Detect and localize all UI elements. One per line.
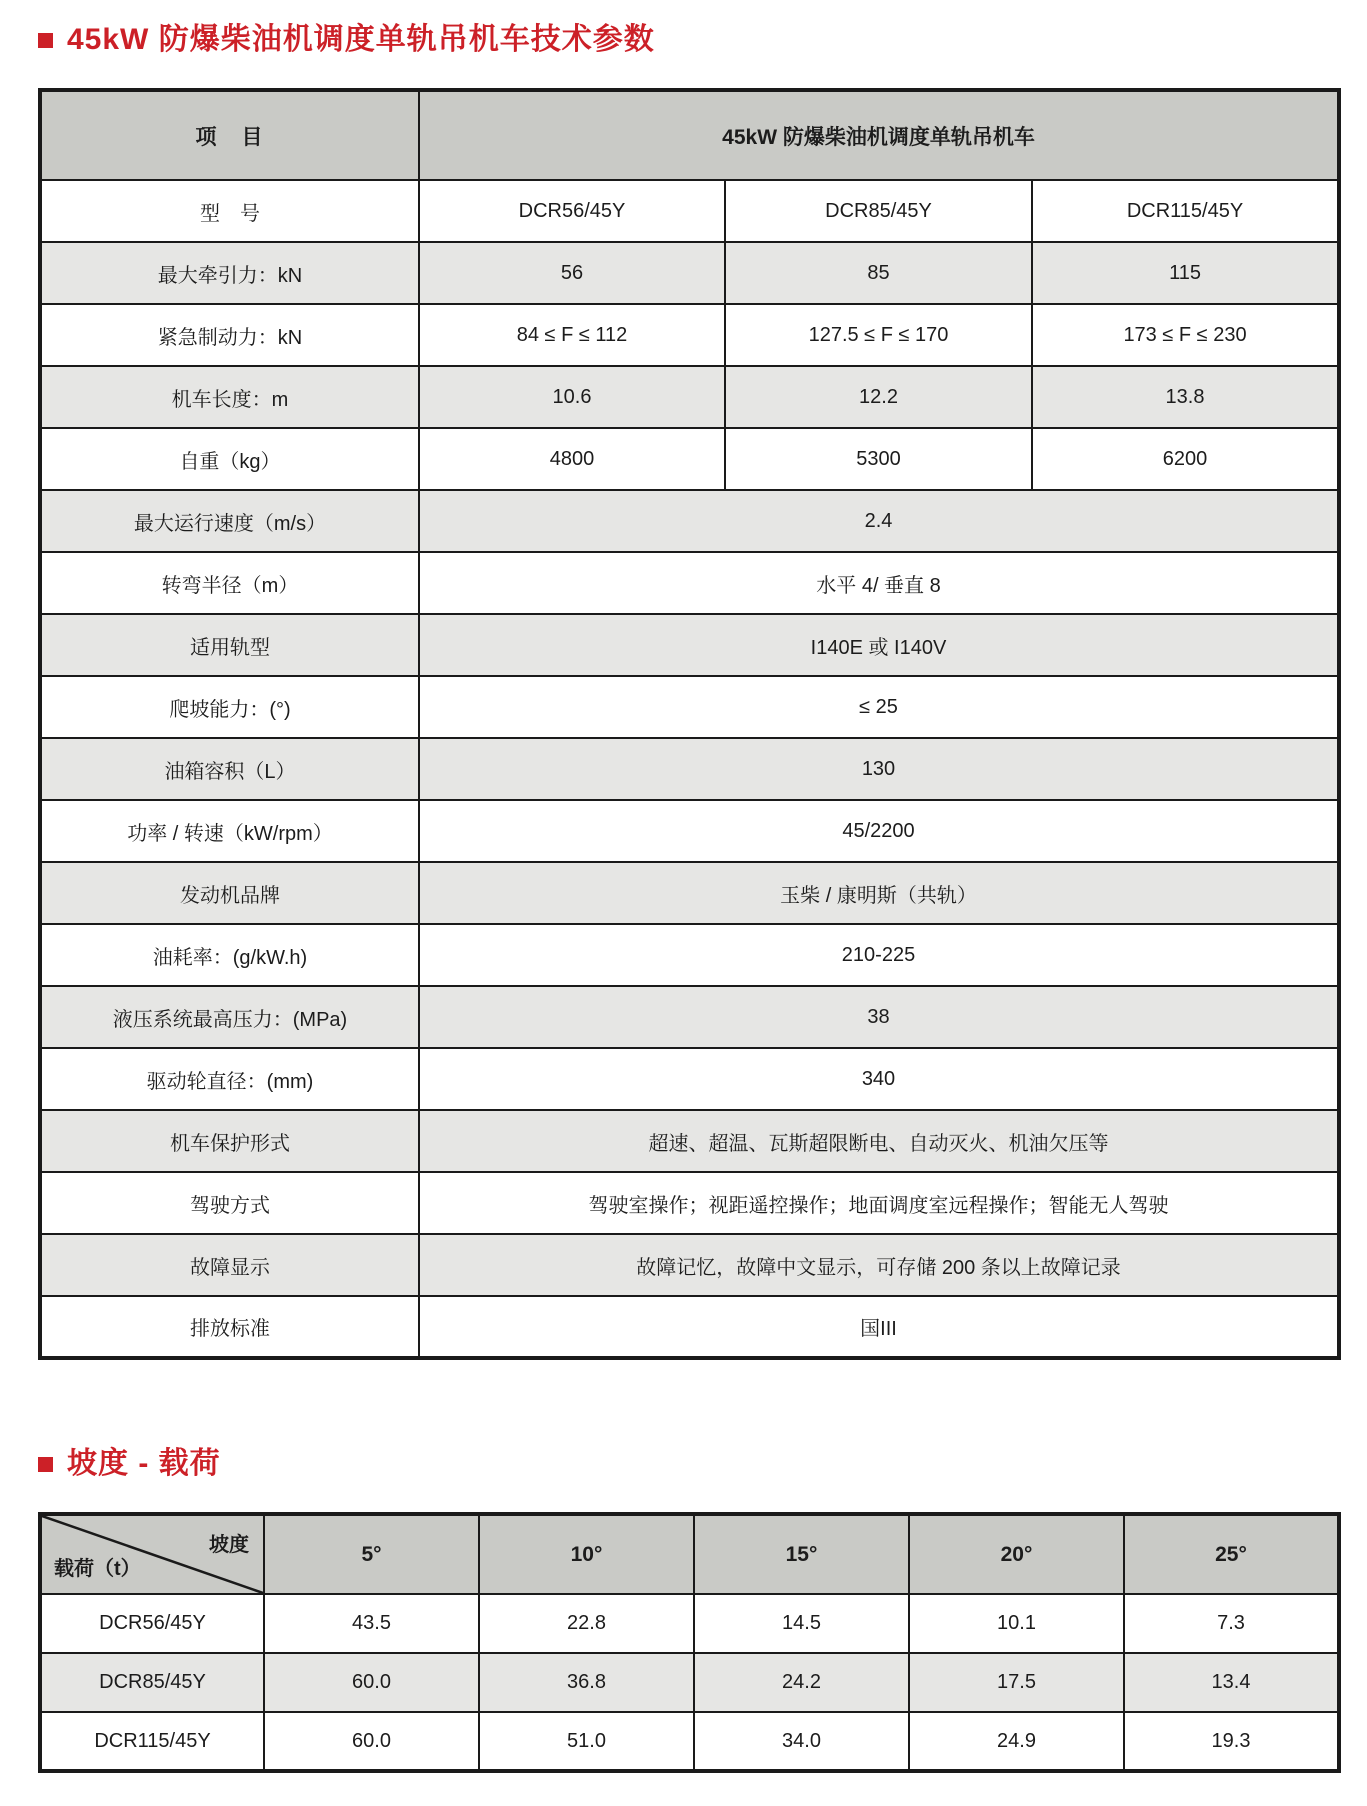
load-value-cell: 60.0 [264, 1653, 479, 1712]
spec-table-row [40, 552, 1339, 614]
spec-table-row [40, 676, 1339, 738]
spec-row-label: 发动机品牌 [40, 862, 419, 924]
load-value-cell: 51.0 [479, 1712, 694, 1771]
load-column-header: 10° [479, 1514, 694, 1594]
load-value-cell: 14.5 [694, 1594, 909, 1653]
slope-load-section-title [38, 1446, 1337, 1482]
spec-row-label: 油箱容积（L） [40, 738, 419, 800]
spec-section-title-text: 45kW 防爆柴油机调度单轨吊机车技术参数 [67, 23, 655, 56]
spec-row-label: 型 号 [40, 180, 419, 242]
spec-value-cell: 10.6 [419, 366, 725, 428]
spec-table-row [40, 180, 1339, 242]
slope-load-table [38, 1512, 1341, 1773]
spec-value-span-cell: 340 [419, 1048, 1339, 1110]
spec-value-cell: 115 [1032, 242, 1339, 304]
load-row-model: DCR85/45Y [40, 1653, 264, 1712]
spec-value-cell: 4800 [419, 428, 725, 490]
spec-table-row [40, 1172, 1339, 1234]
load-value-cell: 24.9 [909, 1712, 1124, 1771]
load-value-cell: 34.0 [694, 1712, 909, 1771]
spec-row-label: 驱动轮直径：(mm) [40, 1048, 419, 1110]
spec-row-label: 液压系统最高压力：(MPa) [40, 986, 419, 1048]
spec-table-row [40, 304, 1339, 366]
spec-value-span-cell: 45/2200 [419, 800, 1339, 862]
spec-value-cell: 127.5 ≤ F ≤ 170 [725, 304, 1032, 366]
spec-value-span-cell: 38 [419, 986, 1339, 1048]
spec-value-span-cell: 130 [419, 738, 1339, 800]
spec-value-cell: 13.8 [1032, 366, 1339, 428]
spec-value-cell: 5300 [725, 428, 1032, 490]
corner-load-label: 载荷（t） [54, 1558, 141, 1580]
spec-value-span-cell: I140E 或 I140V [419, 614, 1339, 676]
load-table-row [40, 1712, 1339, 1771]
load-value-cell: 60.0 [264, 1712, 479, 1771]
spec-header-row [40, 90, 1339, 180]
spec-table-row [40, 428, 1339, 490]
load-value-cell: 22.8 [479, 1594, 694, 1653]
spec-table-row [40, 862, 1339, 924]
spec-header-item: 项 目 [40, 90, 419, 180]
spec-value-cell: DCR115/45Y [1032, 180, 1339, 242]
spec-row-label: 紧急制动力：kN [40, 304, 419, 366]
load-table-row [40, 1594, 1339, 1653]
spec-value-cell: 6200 [1032, 428, 1339, 490]
spec-value-cell: DCR85/45Y [725, 180, 1032, 242]
spec-table-row [40, 986, 1339, 1048]
spec-value-span-cell: ≤ 25 [419, 676, 1339, 738]
spec-table-row [40, 1048, 1339, 1110]
spec-value-span-cell: 超速、超温、瓦斯超限断电、自动灭火、机油欠压等 [419, 1110, 1339, 1172]
spec-row-label: 机车长度：m [40, 366, 419, 428]
spec-table-row [40, 1234, 1339, 1296]
spec-table-row [40, 1296, 1339, 1358]
load-value-cell: 17.5 [909, 1653, 1124, 1712]
load-column-header: 15° [694, 1514, 909, 1594]
load-value-cell: 13.4 [1124, 1653, 1339, 1712]
load-column-header: 20° [909, 1514, 1124, 1594]
spec-value-span-cell: 2.4 [419, 490, 1339, 552]
spec-value-cell: DCR56/45Y [419, 180, 725, 242]
load-value-cell: 19.3 [1124, 1712, 1339, 1771]
spec-value-cell: 56 [419, 242, 725, 304]
load-value-cell: 24.2 [694, 1653, 909, 1712]
spec-table-row [40, 490, 1339, 552]
spec-table-row [40, 738, 1339, 800]
load-column-header: 25° [1124, 1514, 1339, 1594]
red-square-bullet-icon [38, 33, 53, 48]
spec-value-span-cell: 210-225 [419, 924, 1339, 986]
load-column-header: 5° [264, 1514, 479, 1594]
load-row-model: DCR115/45Y [40, 1712, 264, 1771]
spec-row-label: 故障显示 [40, 1234, 419, 1296]
load-row-model: DCR56/45Y [40, 1594, 264, 1653]
spec-row-label: 功率 / 转速（kW/rpm） [40, 800, 419, 862]
spec-table-row [40, 1110, 1339, 1172]
spec-table-row [40, 366, 1339, 428]
spec-value-span-cell: 驾驶室操作；视距遥控操作；地面调度室远程操作；智能无人驾驶 [419, 1172, 1339, 1234]
spec-value-cell: 84 ≤ F ≤ 112 [419, 304, 725, 366]
spec-table-row [40, 924, 1339, 986]
spec-row-label: 油耗率：(g/kW.h) [40, 924, 419, 986]
spec-row-label: 排放标准 [40, 1296, 419, 1358]
red-square-bullet-icon [38, 1457, 53, 1472]
spec-row-label: 爬坡能力：(°) [40, 676, 419, 738]
load-value-cell: 36.8 [479, 1653, 694, 1712]
load-header-row [40, 1514, 1339, 1594]
spec-header-product: 45kW 防爆柴油机调度单轨吊机车 [419, 90, 1339, 180]
spec-table-row [40, 800, 1339, 862]
spec-section-title [38, 22, 1337, 58]
spec-row-label: 机车保护形式 [40, 1110, 419, 1172]
spec-value-span-cell: 故障记忆，故障中文显示，可存储 200 条以上故障记录 [419, 1234, 1339, 1296]
spec-value-span-cell: 国III [419, 1296, 1339, 1358]
load-table-row [40, 1653, 1339, 1712]
spec-row-label: 驾驶方式 [40, 1172, 419, 1234]
spec-table [38, 88, 1341, 1360]
spec-value-cell: 85 [725, 242, 1032, 304]
corner-slope-label: 坡度 [209, 1534, 249, 1556]
load-corner-header [40, 1514, 264, 1594]
spec-value-cell: 12.2 [725, 366, 1032, 428]
spec-row-label: 最大运行速度（m/s） [40, 490, 419, 552]
spec-value-span-cell: 水平 4/ 垂直 8 [419, 552, 1339, 614]
spec-row-label: 适用轨型 [40, 614, 419, 676]
spec-value-span-cell: 玉柴 / 康明斯（共轨） [419, 862, 1339, 924]
load-value-cell: 43.5 [264, 1594, 479, 1653]
spec-table-row [40, 242, 1339, 304]
spec-value-cell: 173 ≤ F ≤ 230 [1032, 304, 1339, 366]
spec-row-label: 最大牵引力：kN [40, 242, 419, 304]
spec-row-label: 转弯半径（m） [40, 552, 419, 614]
spec-row-label: 自重（kg） [40, 428, 419, 490]
load-value-cell: 7.3 [1124, 1594, 1339, 1653]
slope-load-section-title-text: 坡度 - 载荷 [67, 1447, 221, 1480]
spec-table-row [40, 614, 1339, 676]
load-value-cell: 10.1 [909, 1594, 1124, 1653]
